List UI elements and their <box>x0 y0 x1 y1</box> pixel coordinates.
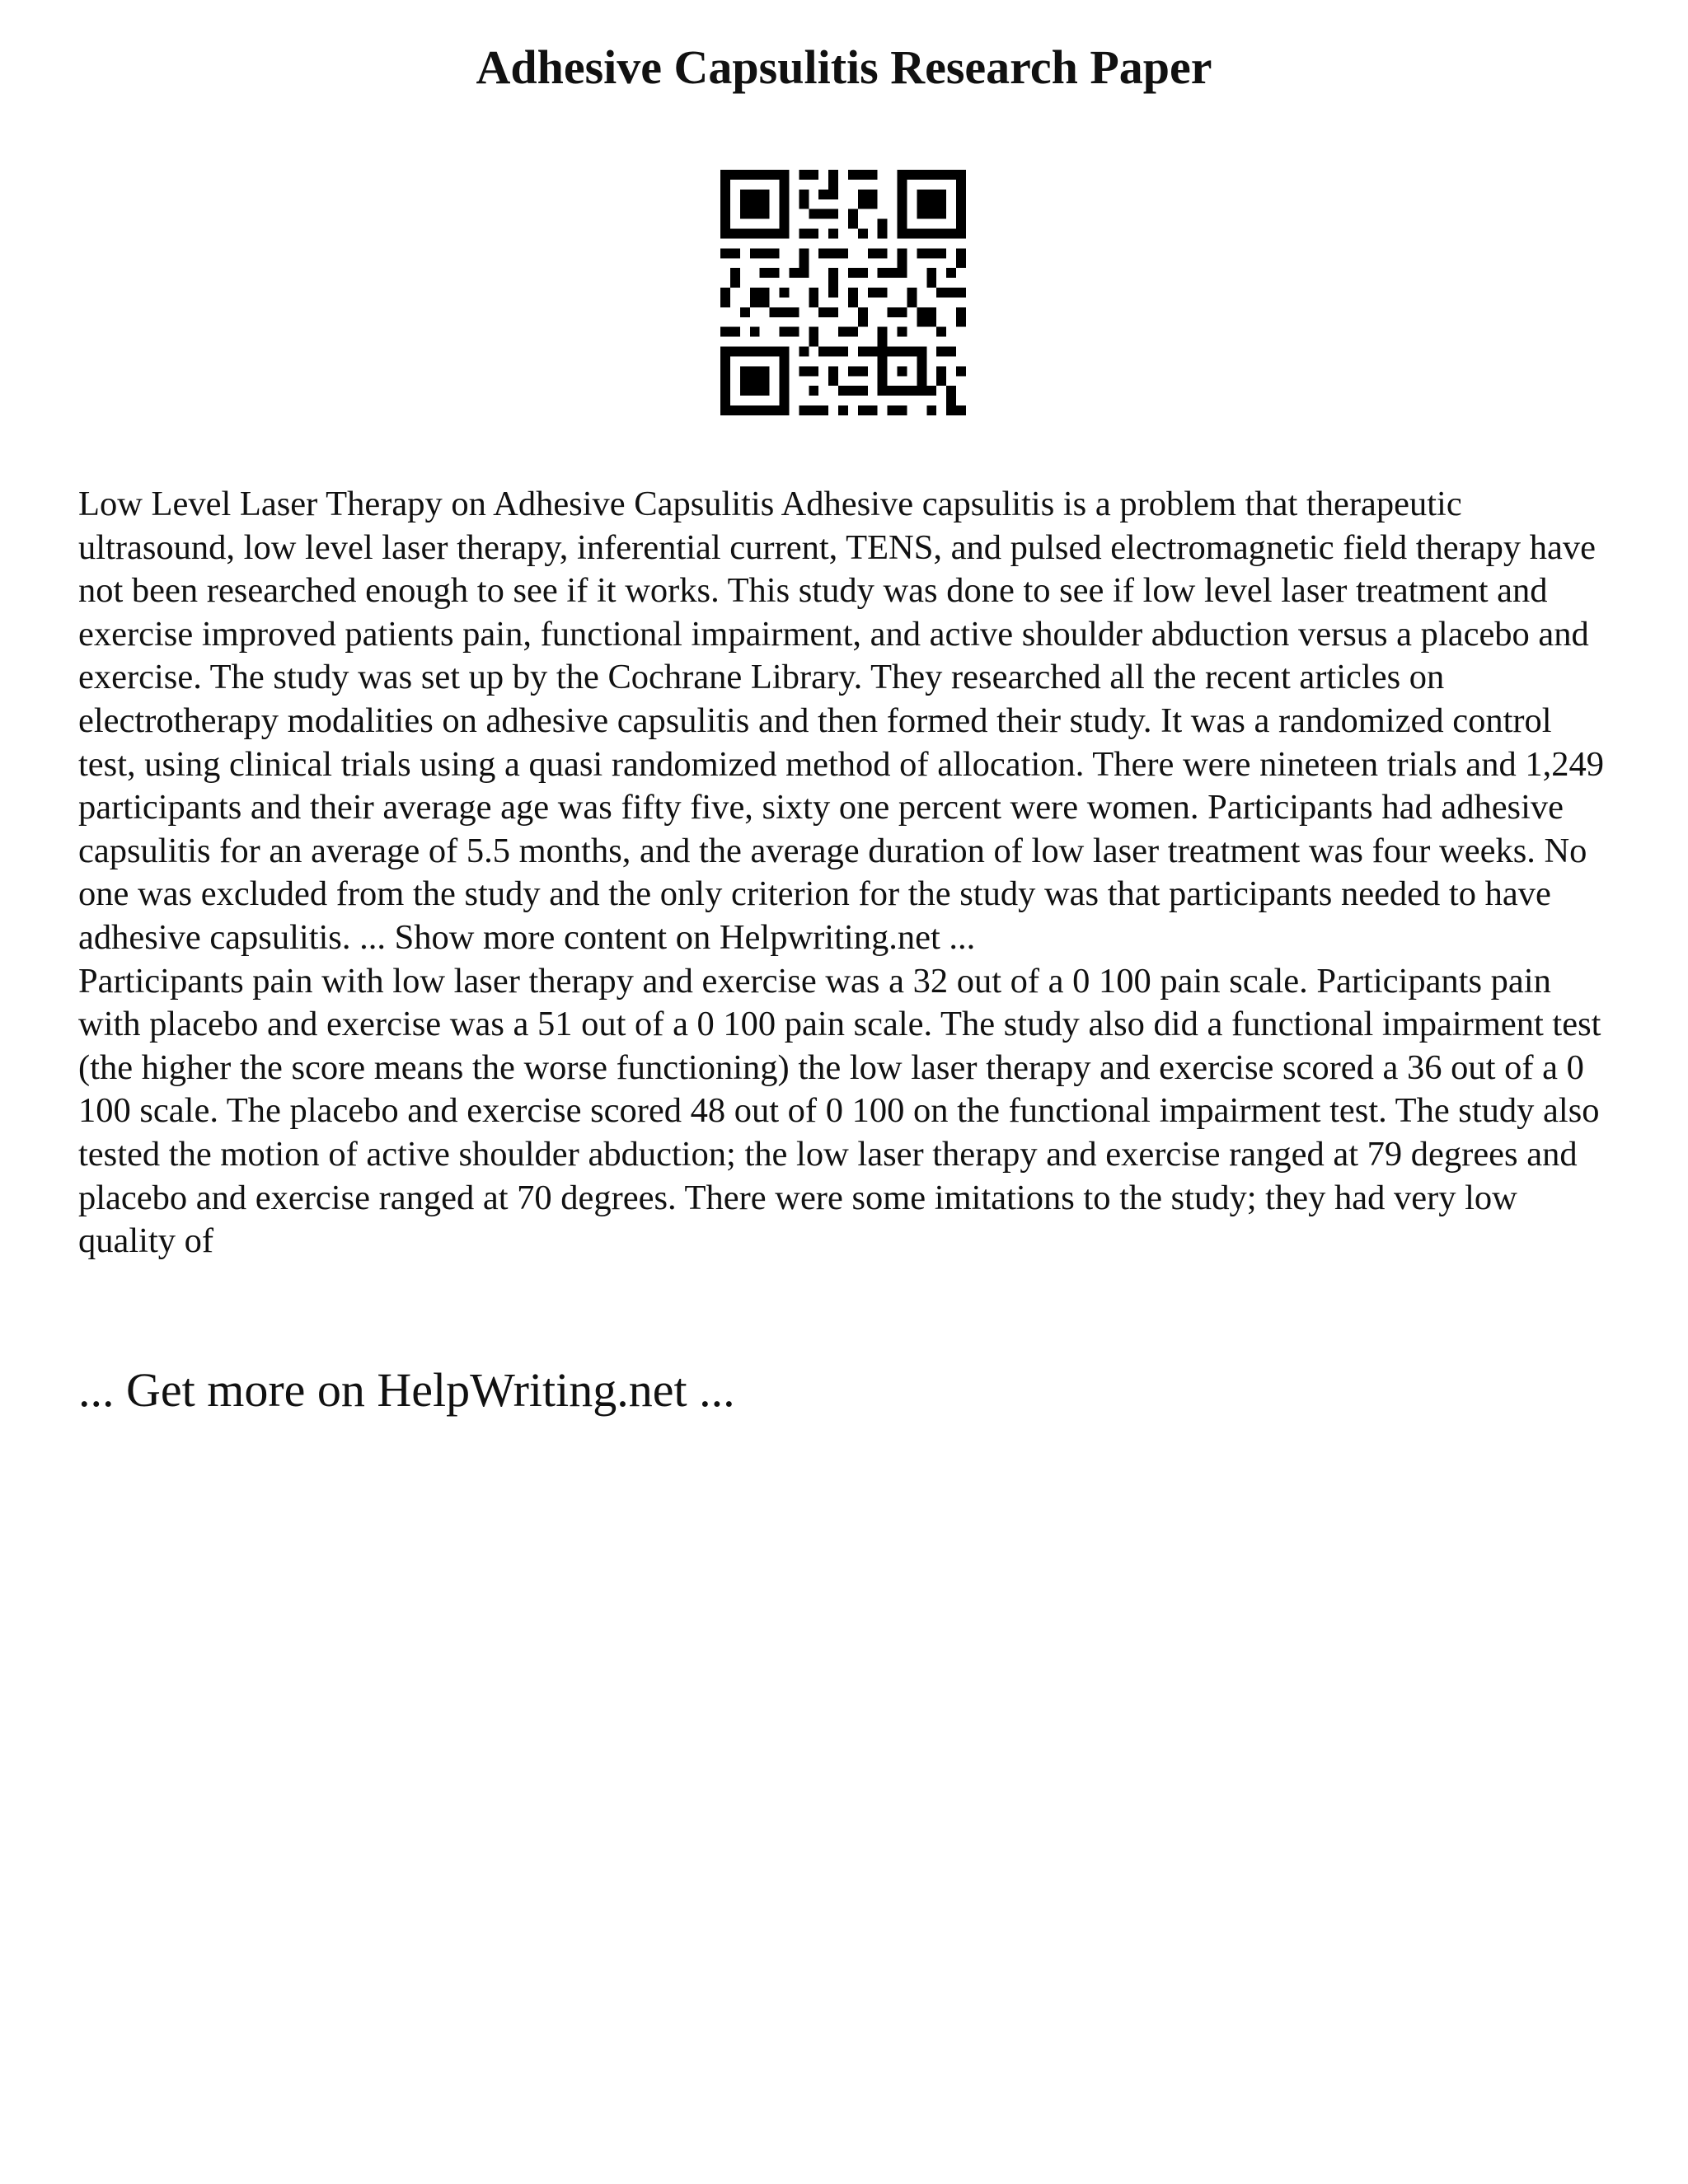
paragraph-intro: Low Level Laser Therapy on Adhesive Capsulitis Adhesive capsulitis is a problem that therapeutic ultrasound, low level laser therapy, inferential current, TENS, and pulsed electromagnetic field therapy have not been researched enough to see if it works. This study was done to see if low level laser treatment and exercise improved patients pain, functional impairment, and active shoulder abduction versus a placebo and exercise. The study was set up by the Cochrane Library. They researched all the recent articles on electrotherapy modalities on adhesive capsulitis and then formed their study. It was a randomized control test, using clinical trials using a quasi randomized method of allocation. There were nineteen trials and 1,249 participants and their average age was fifty five, sixty one percent were women. Participants had adhesive capsulitis for an average of 5.5 months, and the average duration of low laser treatment was four weeks. No one was excluded from the study and the only criterion for the study was that participants needed to have adhesive capsulitis. ... Show more content on Helpwriting.net ... <box>78 485 1604 957</box>
article-body <box>78 483 1611 1263</box>
qr-code-icon <box>720 170 966 415</box>
page-title: Adhesive Capsulitis Research Paper <box>476 40 1212 94</box>
get-more-link[interactable]: ... Get more on HelpWriting.net ... <box>78 1363 735 1417</box>
paragraph-results: Participants pain with low laser therapy and exercise was a 32 out of a 0 100 pain scale. Participants pain with placebo and exercise was a 51 out of a 0 100 pain scale. The study also did a functional impairment test (the higher the score means the worse functioning) the low laser therapy and exercise scored a 36 out of a 0 100 scale. The placebo and exercise scored 48 out of 0 100 on the functional impairment test. The study also tested the motion of active shoulder abduction; the low laser therapy and exercise ranged at 79 degrees and placebo and exercise ranged at 70 degrees. There were some imitations to the study; they had very low quality of <box>78 961 1601 1261</box>
